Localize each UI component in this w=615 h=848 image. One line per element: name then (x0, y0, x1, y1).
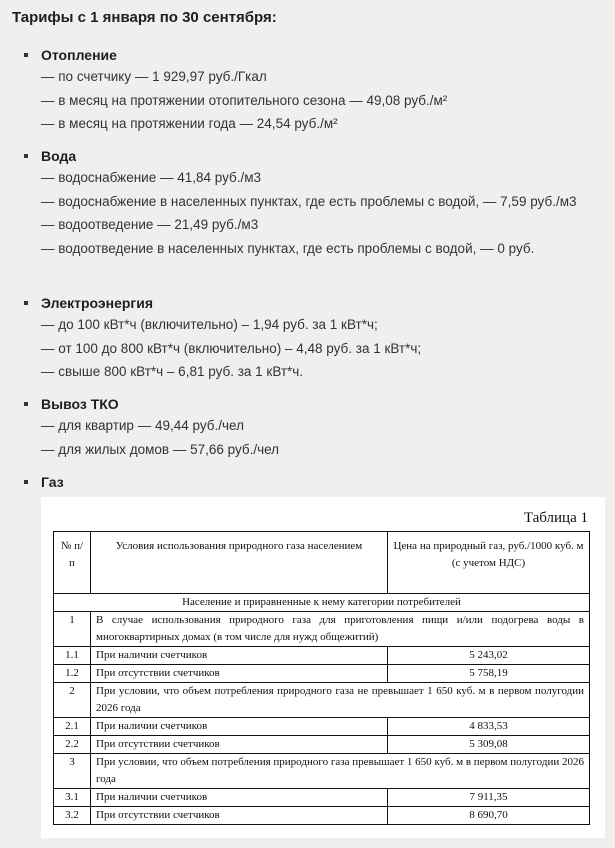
page-heading: Тарифы с 1 января по 30 сентября: (12, 9, 277, 26)
row-num: 2 (54, 683, 91, 718)
section-title-text: Электроэнергия (41, 295, 154, 311)
section-electricity (0, 293, 615, 384)
row-num: 1.1 (54, 647, 91, 665)
bullet-icon (24, 402, 28, 406)
row-condition: При наличии счетчиков (91, 647, 388, 665)
section-title-text: Отопление (41, 47, 117, 63)
table-header-row (54, 532, 590, 594)
section-water (0, 146, 615, 260)
table-row (54, 665, 590, 683)
row-price: 5 309,08 (388, 736, 590, 754)
table-category-row (54, 754, 590, 789)
row-num: 2.1 (54, 718, 91, 736)
header-price: Цена на природный газ, руб./1000 куб. м (с учетом НДС) (388, 532, 590, 594)
table-category-row (54, 612, 590, 647)
section-title (0, 45, 615, 65)
row-condition: При наличии счетчиков (91, 789, 388, 807)
row-condition: При отсутствии счетчиков (91, 665, 388, 683)
row-num: 1 (54, 612, 91, 647)
table-row (54, 807, 590, 825)
tariff-line: — от 100 до 800 кВт*ч (включительно) – 4,48 руб. за 1 кВт*ч; (41, 340, 422, 356)
row-condition: При отсутствии счетчиков (91, 807, 388, 825)
row-condition: При отсутствии счетчиков (91, 736, 388, 754)
row-price: 8 690,70 (388, 807, 590, 825)
table-row (54, 718, 590, 736)
tariff-line: — для жилых домов — 57,66 руб./чел (41, 441, 280, 457)
table-section-row (54, 594, 590, 612)
row-price: 4 833,53 (388, 718, 590, 736)
section-title (0, 394, 615, 414)
row-num: 2.2 (54, 736, 91, 754)
tariff-line: — по счетчику — 1 929,97 руб./Гкал (41, 69, 267, 84)
tariff-line: — в месяц на протяжении года — 24,54 руб./м² (41, 116, 338, 131)
section-gas (0, 472, 615, 492)
row-description: При условии, что объем потребления природного газа не превышает 1 650 куб. м в первом полугодии 2026 года (91, 683, 590, 718)
bullet-icon (24, 154, 28, 158)
row-description: При условии, что объем потребления природного газа превышает 1 650 куб. м в первом полугодии 2026 года (91, 754, 590, 789)
table-row (54, 647, 590, 665)
row-num: 1.2 (54, 665, 91, 683)
section-waste (0, 394, 615, 461)
tariff-line: — водоотведение — 21,49 руб./м3 (41, 217, 259, 232)
row-price: 5 243,02 (388, 647, 590, 665)
row-description: В случае использования природного газа для приготовления пищи и/или подогрева воды в многоквартирных домах (в том числе для нужд общежитий) (91, 612, 590, 647)
section-label: Население и приравненные к нему категории потребителей (54, 594, 590, 612)
tariff-line: — в месяц на протяжении отопительного сезона — 49,08 руб./м² (41, 92, 448, 108)
tariff-line: — водоснабжение в населенных пунктах, где есть проблемы с водой, — 7,59 руб./м3 (41, 193, 577, 209)
section-title-text: Вода (41, 148, 77, 164)
table-caption: Таблица 1 (523, 510, 588, 526)
tariff-line: — водоснабжение — 41,84 руб./м3 (41, 170, 262, 185)
tariff-line: — свыше 800 кВт*ч – 6,81 руб. за 1 кВт*ч. (41, 364, 304, 379)
bullet-icon (24, 301, 28, 305)
table-row (54, 736, 590, 754)
row-condition: При наличии счетчиков (91, 718, 388, 736)
section-title (0, 146, 615, 166)
row-num: 3.1 (54, 789, 91, 807)
section-title-text: Вывоз ТКО (41, 396, 119, 412)
table-row (54, 789, 590, 807)
tariff-line: — водоотведение в населенных пунктах, где есть проблемы с водой, — 0 руб. (41, 240, 535, 256)
row-num: 3 (54, 754, 91, 789)
section-heating (0, 45, 615, 136)
tariff-line: — для квартир — 49,44 руб./чел (41, 418, 244, 433)
table-category-row (54, 683, 590, 718)
bullet-icon (24, 53, 28, 57)
gas-tariff-table (53, 531, 590, 825)
row-num: 3.2 (54, 807, 91, 825)
header-condition: Условия использования природного газа населением (91, 532, 388, 594)
section-title-text: Газ (41, 474, 64, 490)
row-price: 5 758,19 (388, 665, 590, 683)
header-num: № п/п (54, 532, 91, 594)
bullet-icon (24, 480, 28, 484)
tariff-line: — до 100 кВт*ч (включительно) – 1,94 руб. за 1 кВт*ч; (41, 317, 378, 332)
section-title (0, 293, 615, 313)
row-price: 7 911,35 (388, 789, 590, 807)
gas-tariff-table-image (41, 497, 605, 838)
section-title (0, 472, 615, 492)
